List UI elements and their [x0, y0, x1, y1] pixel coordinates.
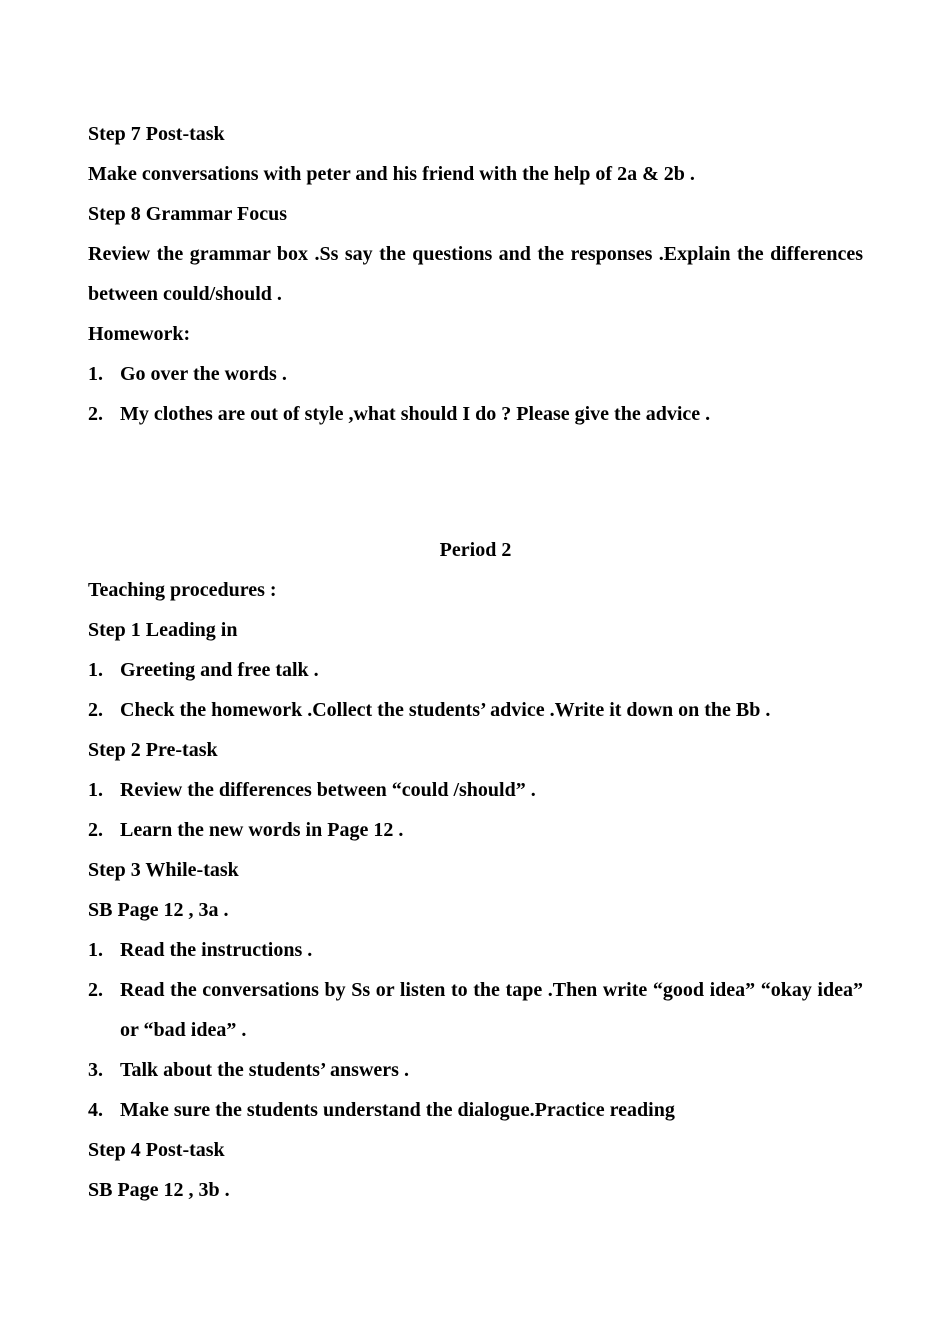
step4-subheading: SB Page 12 , 3b .	[88, 1179, 230, 1201]
step8-text: Review the grammar box .Ss say the questions and the responses .Explain the differences between could/should .	[88, 243, 863, 305]
list-number: 1.	[88, 659, 103, 681]
homework-heading: Homework:	[88, 323, 191, 345]
period-title: Period 2	[439, 539, 512, 561]
list-number: 2.	[88, 699, 103, 721]
list-number: 4.	[88, 1099, 103, 1121]
procedures-heading: Teaching procedures :	[88, 579, 277, 601]
step2-heading: Step 2 Pre-task	[88, 739, 218, 761]
list-text: Go over the words .	[120, 363, 287, 385]
list-item	[88, 354, 863, 394]
list-text: Read the conversations by Ss or listen to the tape .Then write “good idea” “okay idea” or “bad idea” .	[120, 979, 863, 1041]
list-item	[88, 770, 863, 810]
section-spacer	[88, 434, 863, 530]
step3-subheading: SB Page 12 , 3a .	[88, 899, 229, 921]
list-item	[88, 970, 863, 1050]
list-item	[88, 810, 863, 850]
list-number: 1.	[88, 779, 103, 801]
list-number: 3.	[88, 1059, 103, 1081]
list-item	[88, 1090, 863, 1130]
step3-heading: Step 3 While-task	[88, 859, 239, 881]
list-item	[88, 690, 863, 730]
list-number: 1.	[88, 939, 103, 961]
list-number: 2.	[88, 979, 103, 1001]
step4-heading: Step 4 Post-task	[88, 1139, 225, 1161]
step8-heading: Step 8 Grammar Focus	[88, 203, 288, 225]
step1-heading: Step 1 Leading in	[88, 619, 238, 641]
list-number: 1.	[88, 363, 103, 385]
list-text: Learn the new words in Page 12 .	[120, 819, 404, 841]
list-text: Review the differences between “could /should” .	[120, 779, 536, 801]
list-item	[88, 394, 863, 434]
step7-heading: Step 7 Post-task	[88, 123, 225, 145]
list-text: Read the instructions .	[120, 939, 313, 961]
list-text: Greeting and free talk .	[120, 659, 319, 681]
list-text: Check the homework .Collect the students’ advice .Write it down on the Bb .	[120, 699, 771, 721]
list-text: Talk about the students’ answers .	[120, 1059, 409, 1081]
list-number: 2.	[88, 403, 103, 425]
list-text: Make sure the students understand the dialogue.Practice reading	[120, 1099, 675, 1121]
step7-text: Make conversations with peter and his friend with the help of 2a & 2b .	[88, 163, 695, 185]
list-item	[88, 930, 863, 970]
list-number: 2.	[88, 819, 103, 841]
list-item	[88, 650, 863, 690]
document-page	[88, 114, 863, 1210]
list-text: My clothes are out of style ,what should I do ? Please give the advice .	[120, 403, 711, 425]
list-item	[88, 1050, 863, 1090]
